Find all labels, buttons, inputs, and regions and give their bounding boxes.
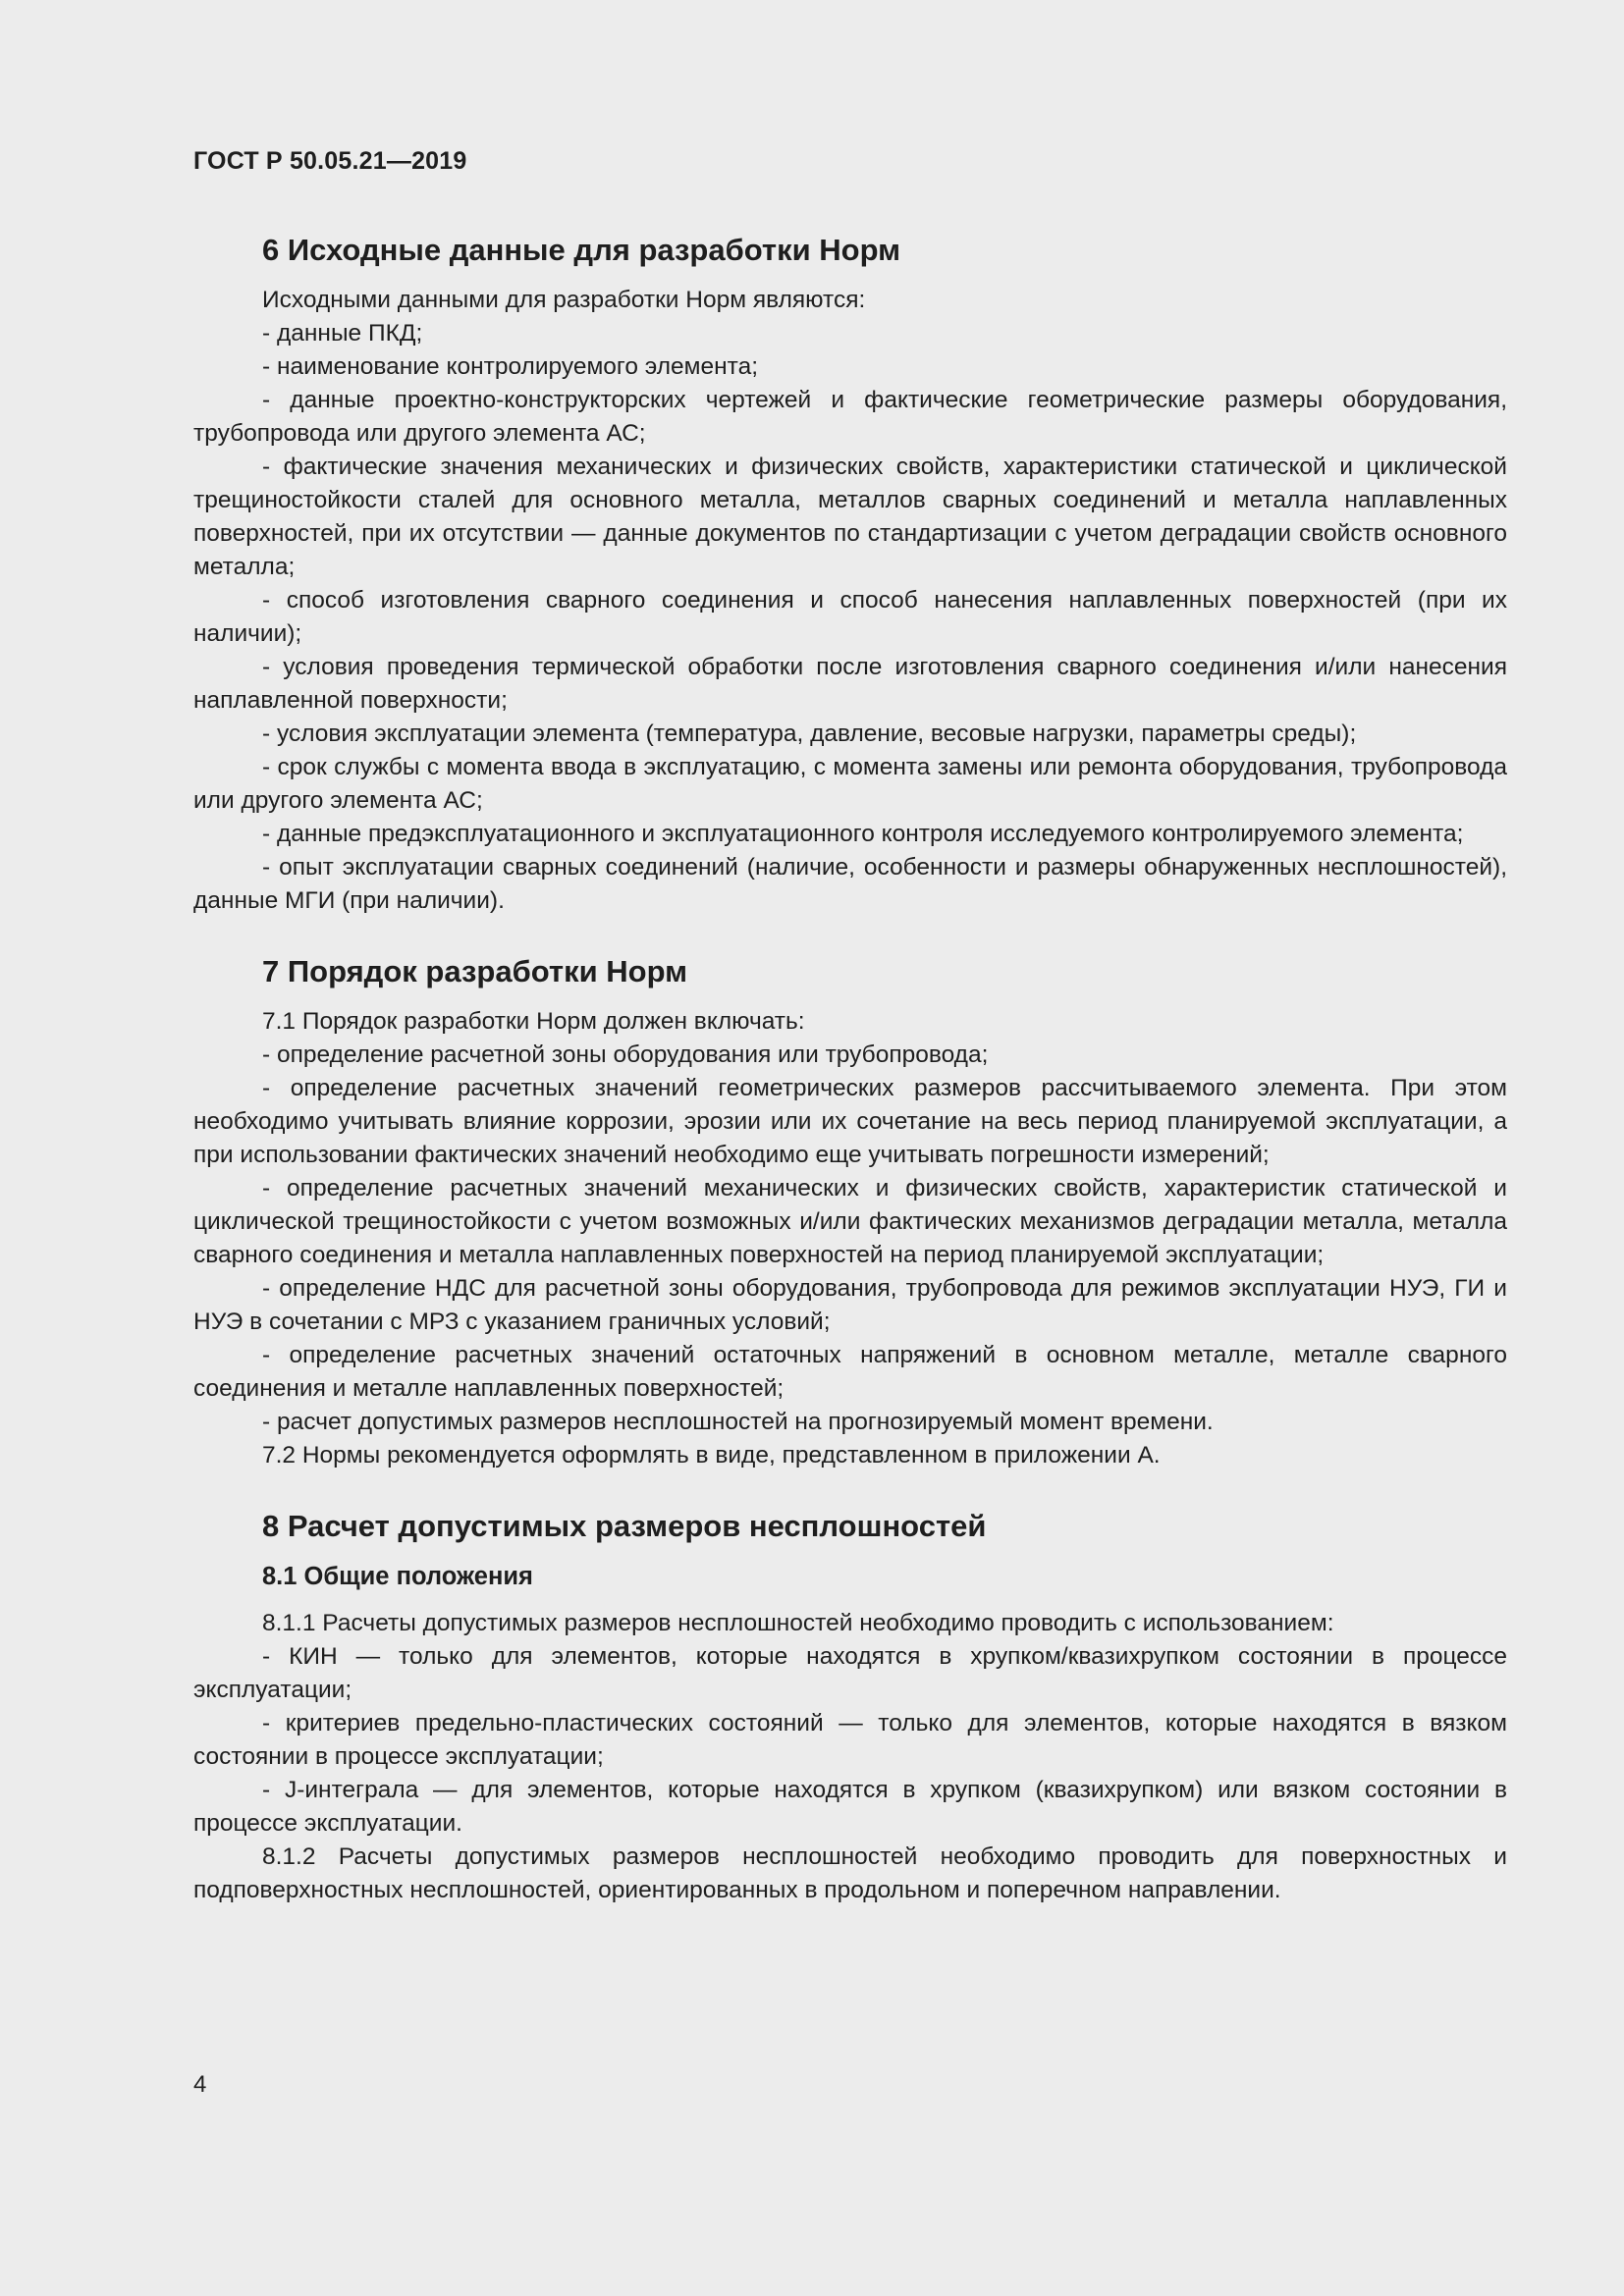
section-8-paragraph: - критериев предельно-пластических состояний — только для элементов, которые находятся в вязком состоянии в процессе эксплуатации; (193, 1710, 1507, 1770)
section-6-heading: 6 Исходные данные для разработки Норм (262, 233, 901, 267)
section-6-paragraph: - наименование контролируемого элемента; (262, 353, 759, 380)
section-6-paragraph: - данные предэксплуатационного и эксплуатационного контроля исследуемого контролируемого элемента; (262, 821, 1464, 847)
section-6-paragraph: - данные проектно-конструкторских чертежей и фактические геометрические размеры оборудования, трубопровода или другого элемента АС; (193, 387, 1507, 447)
document-body (193, 231, 1507, 1907)
section-7-paragraph: 7.1 Порядок разработки Норм должен включать: (262, 1008, 805, 1035)
section-6-paragraph: - способ изготовления сварного соединения и способ нанесения наплавленных поверхностей (при их наличии); (193, 587, 1507, 647)
section-7-heading: 7 Порядок разработки Норм (262, 954, 688, 988)
section-6-paragraph: - условия проведения термической обработки после изготовления сварного соединения и/или нанесения наплавленной поверхности; (193, 654, 1507, 714)
section-6-paragraph: - срок службы с момента ввода в эксплуатацию, с момента замены или ремонта оборудования, трубопровода или другого элемента АС; (193, 754, 1507, 814)
section-7-paragraph: - расчет допустимых размеров несплошностей на прогнозируемый момент времени. (262, 1409, 1214, 1435)
section-6-paragraph: - условия эксплуатации элемента (температура, давление, весовые нагрузки, параметры среды); (262, 721, 1357, 747)
section-6-paragraph: - фактические значения механических и физических свойств, характеристики статической и циклической трещиностойкости сталей для основного металла, металлов сварных соединений и металла наплавленных поверхностей, при их отсутствии — данные документов по стандартизации с учетом деградации свойств основного металла; (193, 454, 1507, 580)
document-code-header: ГОСТ Р 50.05.21—2019 (193, 147, 467, 175)
section-7-paragraph: - определение расчетной зоны оборудования или трубопровода; (262, 1041, 989, 1068)
section-8-paragraph: - J-интеграла — для элементов, которые находятся в хрупком (квазихрупком) или вязком состоянии в процессе эксплуатации. (193, 1777, 1507, 1837)
section-8-paragraph: - КИН — только для элементов, которые находятся в хрупком/квазихрупком состоянии в процессе эксплуатации; (193, 1643, 1507, 1703)
section-6-paragraph: - опыт эксплуатации сварных соединений (наличие, особенности и размеры обнаруженных несплошностей), данные МГИ (при наличии). (193, 854, 1507, 914)
section-8-paragraph: 8.1.2 Расчеты допустимых размеров несплошностей необходимо проводить для поверхностных и подповерхностных несплошностей, ориентированных в продольном и поперечном направлении. (193, 1843, 1507, 1903)
section-8-heading: 8 Расчет допустимых размеров несплошностей (262, 1509, 987, 1543)
page-number: 4 (193, 2071, 207, 2098)
section-7-paragraph: - определение расчетных значений механических и физических свойств, характеристик статической и циклической трещиностойкости с учетом возможных и/или фактических механизмов деградации металла, металла сварного соединения и металла наплавленных поверхностей на период планируемой эксплуатации; (193, 1175, 1507, 1268)
section-6-paragraph: Исходными данными для разработки Норм являются: (262, 287, 866, 313)
section-8-paragraph: 8.1.1 Расчеты допустимых размеров несплошностей необходимо проводить с использованием: (262, 1610, 1334, 1636)
subsection-8-1-heading: 8.1 Общие положения (262, 1563, 533, 1590)
section-7-paragraph: - определение НДС для расчетной зоны оборудования, трубопровода для режимов эксплуатации НУЭ, ГИ и НУЭ в сочетании с МРЗ с указанием граничных условий; (193, 1275, 1507, 1335)
section-7-paragraph: 7.2 Нормы рекомендуется оформлять в виде, представленном в приложении А. (262, 1442, 1161, 1468)
section-7-paragraph: - определение расчетных значений геометрических размеров рассчитываемого элемента. При этом необходимо учитывать влияние коррозии, эрозии или их сочетание на весь период планируемой эксплуатации, а при использовании фактических значений необходимо еще учитывать погрешности измерений; (193, 1075, 1507, 1168)
section-6-paragraph: - данные ПКД; (262, 320, 423, 347)
section-7-paragraph: - определение расчетных значений остаточных напряжений в основном металле, металле сварного соединения и металле наплавленных поверхностей; (193, 1342, 1507, 1402)
